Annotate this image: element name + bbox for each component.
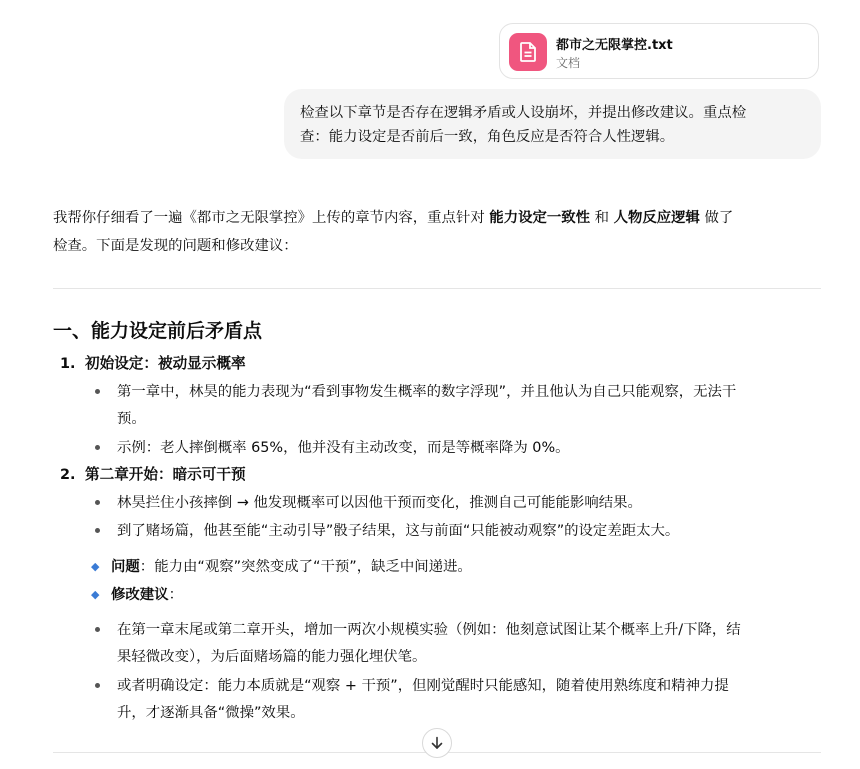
divider [53,288,821,289]
suggestion-line [111,584,183,606]
scroll-to-bottom-button[interactable] [422,728,452,758]
problem-line [111,556,472,578]
bullet-text: 在第一章末尾或第二章开头，增加一两次小规模实验（例如：他刻意试图让某个概率上升/下降，结 [117,622,741,638]
bullet-dot [95,500,100,505]
problem-text: ：能力由“观察”突然变成了“干预”，缺乏中间递进。 [139,559,472,575]
bullet-dot [95,445,100,450]
bullet-dot [95,528,100,533]
diamond-bullet-icon: ◆ [91,588,100,601]
response-intro [53,207,733,229]
user-message-line: 检查以下章节是否存在逻辑矛盾或人设崩坏，并提出修改建议。重点检 [300,105,747,121]
arrow-down-icon [430,736,444,750]
attachment-file-name: 都市之无限掌控.txt [556,38,673,53]
list-number: 1. [60,356,76,372]
intro-text: 我帮你仔细看了一遍《都市之无限掌控》上传的章节内容，重点针对 [53,210,490,226]
problem-label: 问题 [111,559,140,575]
intro-text: 和 [590,210,614,226]
section-heading: 一、能力设定前后矛盾点 [53,320,263,342]
bullet-text: 示例：老人摔倒概率 65%，他并没有主动改变，而是等概率降为 0%。 [117,440,570,456]
document-icon [509,33,547,71]
user-message-line: 查：能力设定是否前后一致，角色反应是否符合人性逻辑。 [300,129,675,145]
bullet-dot [95,389,100,394]
bullet-text: 到了赌场篇，他甚至能“主动引导”骰子结果，这与前面“只能被动观察”的设定差距太大。 [117,523,680,539]
item-title: 第二章开始：暗示可干预 [85,466,246,483]
intro-bold-term: 人物反应逻辑 [613,210,700,226]
bullet-text: 升，才逐渐具备“微操”效果。 [117,705,305,721]
bullet-text: 预。 [117,411,146,427]
suggestion-text: ： [168,587,183,603]
intro-bold-term: 能力设定一致性 [489,210,591,226]
list-number: 2. [60,467,76,483]
user-message-bubble [284,89,821,159]
bullet-text: 第一章中，林昊的能力表现为“看到事物发生概率的数字浮现”，并且他认为自己只能观察，无法干 [117,384,737,400]
bullet-text: 果轻微改变），为后面赌场篇的能力强化埋伏笔。 [117,649,427,665]
bullet-dot [95,683,100,688]
item-title: 初始设定：被动显示概率 [85,355,246,372]
diamond-bullet-icon: ◆ [91,560,100,573]
bullet-dot [95,627,100,632]
bullet-text: 林昊拦住小孩摔倒 → 他发现概率可以因他干预而变化，推测自己可能能影响结果。 [117,495,642,511]
bullet-text: 或者明确设定：能力本质就是“观察 + 干预”，但刚觉醒时只能感知，随着使用熟练度和精神力提 [117,678,729,694]
suggestion-label: 修改建议 [111,587,169,603]
intro-text: 做了 [699,210,734,226]
intro-line-2: 检查。下面是发现的问题和修改建议： [53,238,298,254]
attachment-file-type: 文档 [556,56,581,70]
attachment-card[interactable] [499,23,819,79]
